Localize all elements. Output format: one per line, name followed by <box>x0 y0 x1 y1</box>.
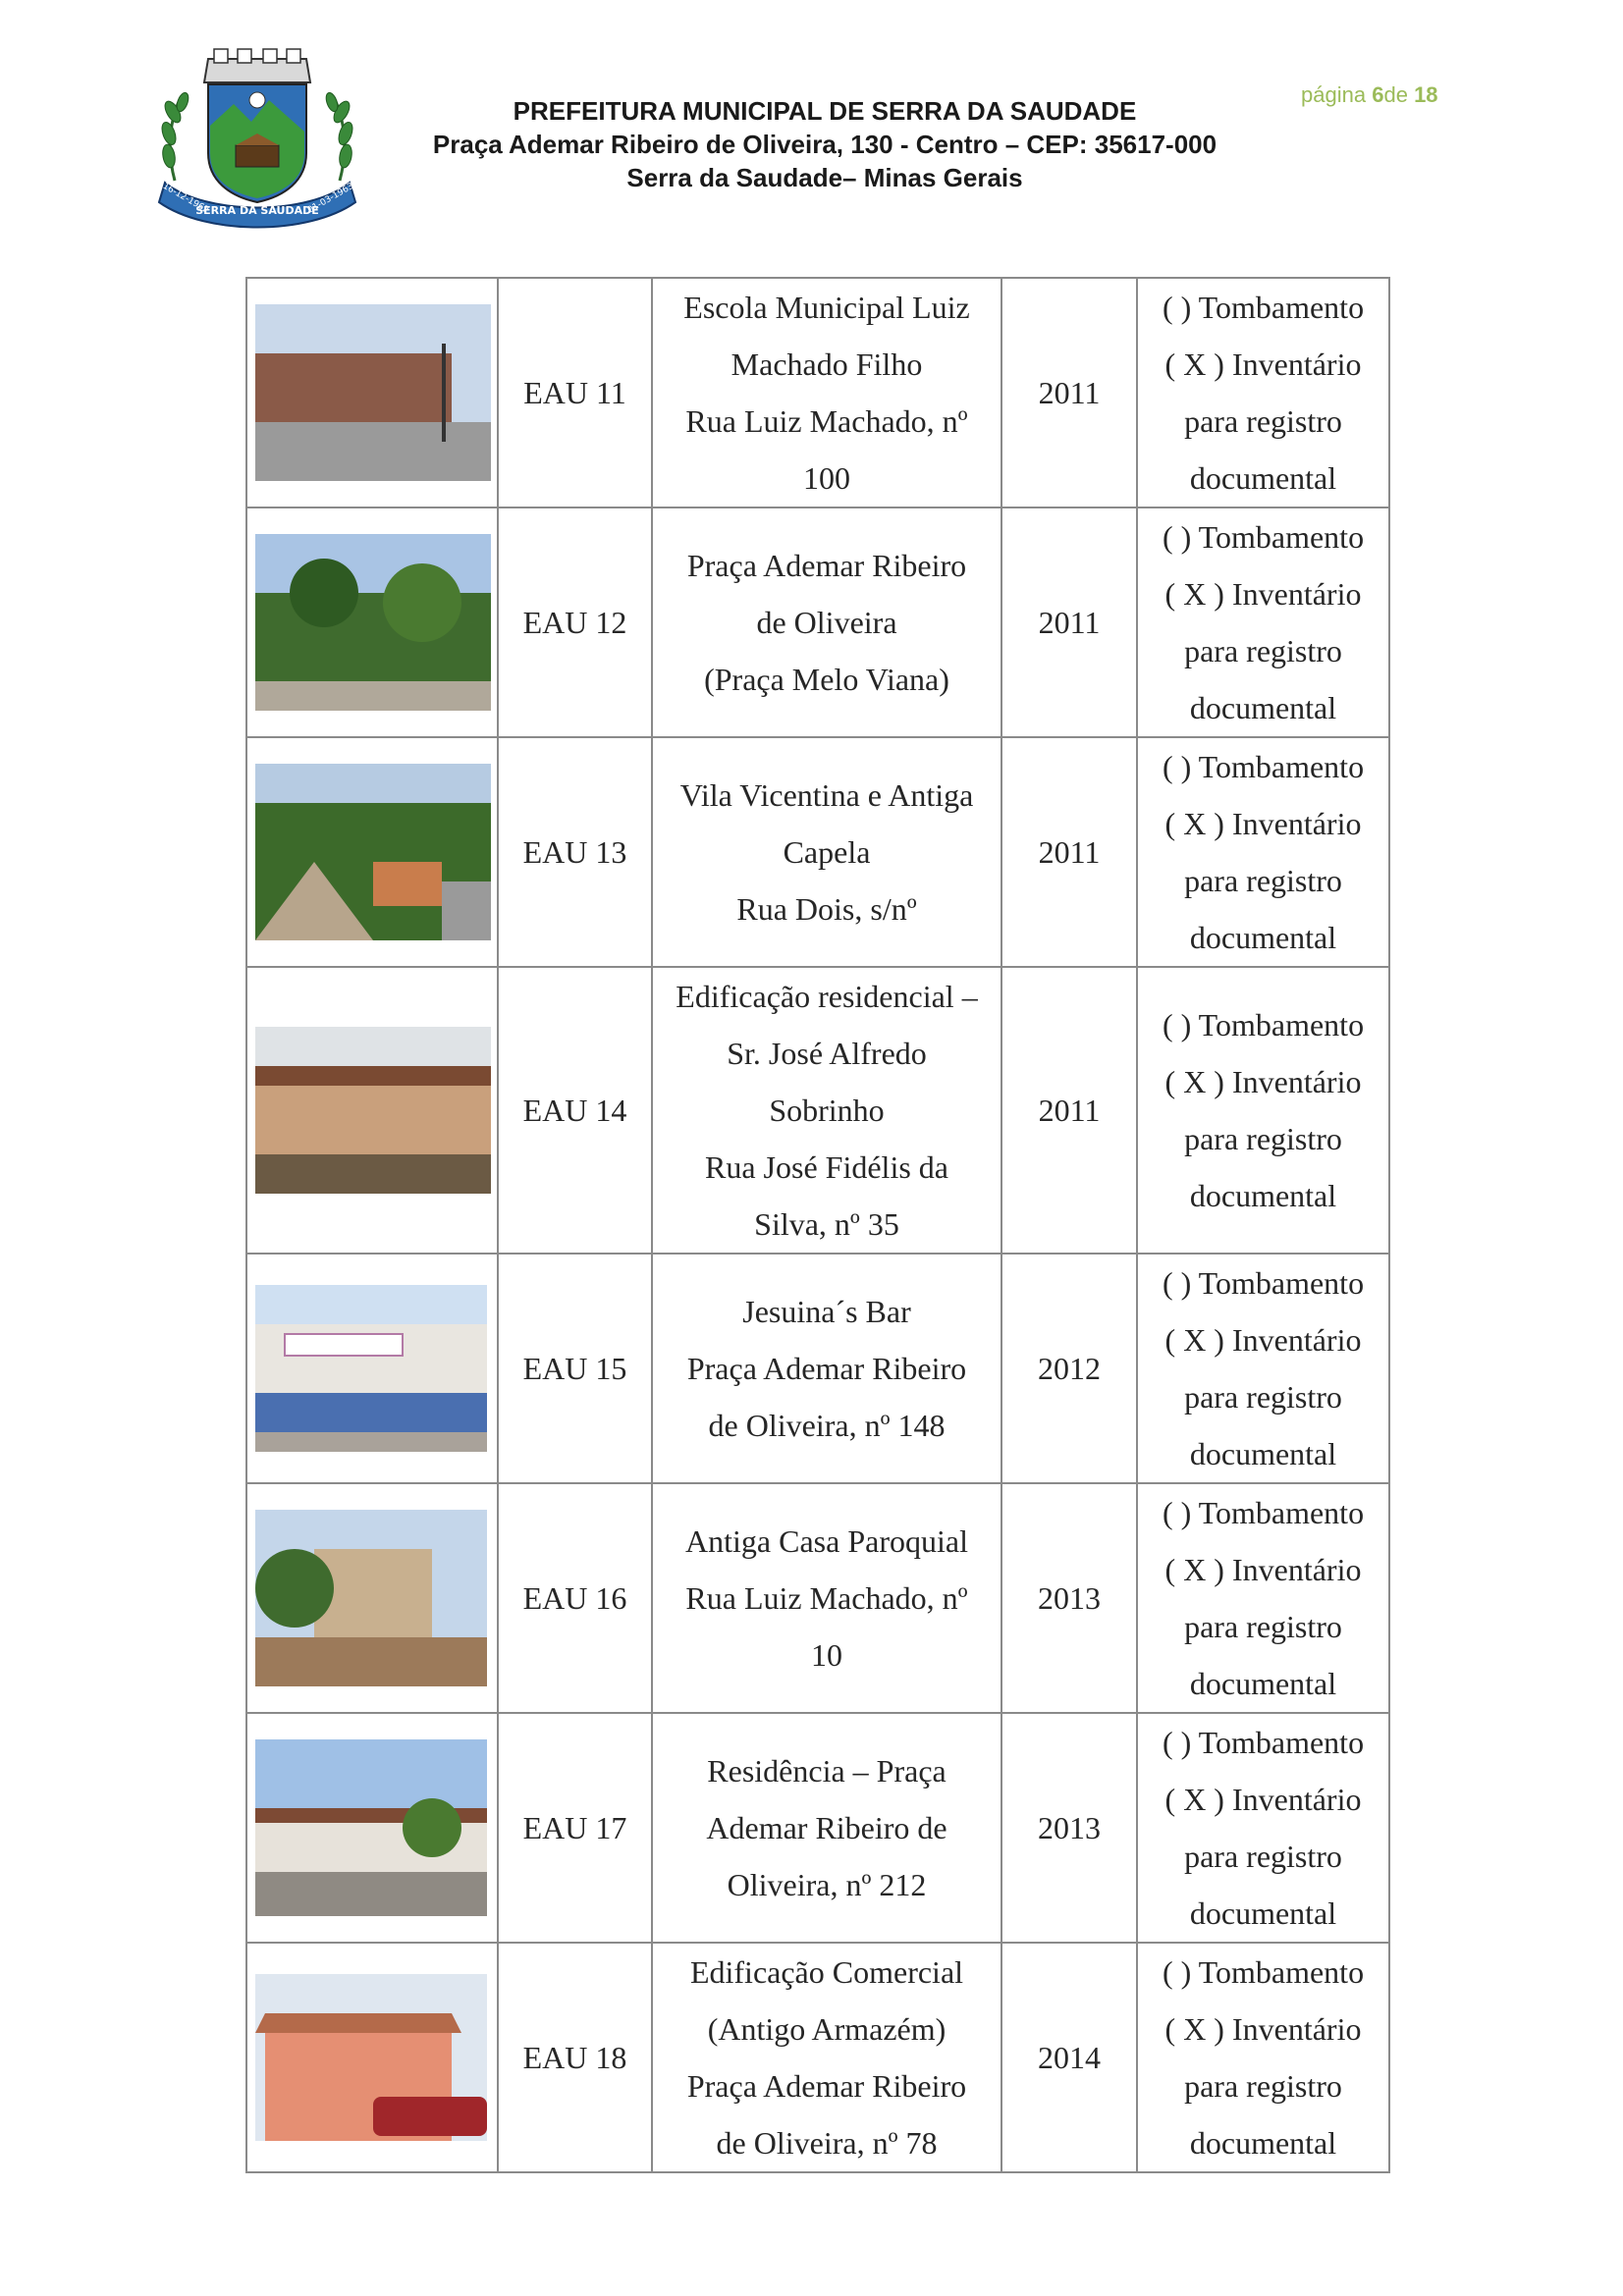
page-header <box>0 0 1623 245</box>
status-line: ( X ) Inventário <box>1164 576 1362 612</box>
desc-line: Sr. José Alfredo <box>727 1036 927 1071</box>
desc-line: Silva, nº 35 <box>754 1206 899 1242</box>
status-line: para registro <box>1184 1839 1342 1874</box>
desc-line: de Oliveira <box>756 605 897 640</box>
desc-line: Oliveira, nº 212 <box>727 1867 927 1902</box>
status-line: ( X ) Inventário <box>1164 1552 1362 1587</box>
photo-cell <box>246 1713 498 1943</box>
status-line: documental <box>1189 1896 1337 1931</box>
status-line: ( X ) Inventário <box>1164 2011 1362 2047</box>
year-cell: 2011 <box>1001 507 1137 737</box>
description-cell <box>652 1254 1001 1483</box>
desc-line: Ademar Ribeiro de <box>706 1810 947 1845</box>
photo-eau-16 <box>255 1510 487 1686</box>
status-line: documental <box>1189 1178 1337 1213</box>
photo-cell <box>246 737 498 967</box>
municipal-crest-logo <box>147 43 368 230</box>
table-row <box>246 1713 1389 1943</box>
status-line: para registro <box>1184 1379 1342 1415</box>
table-row <box>246 1943 1389 2172</box>
photo-eau-17 <box>255 1739 487 1916</box>
status-line: para registro <box>1184 403 1342 439</box>
crest-date-right: 01-03-1963 <box>305 181 356 216</box>
desc-line: Praça Ademar Ribeiro <box>686 548 967 583</box>
desc-line: Sobrinho <box>769 1093 885 1128</box>
status-line: ( ) Tombamento <box>1162 749 1365 784</box>
table-row <box>246 737 1389 967</box>
photo-cell <box>246 278 498 507</box>
desc-line: 100 <box>803 460 850 496</box>
status-line: ( ) Tombamento <box>1162 1265 1365 1301</box>
status-line: ( ) Tombamento <box>1162 1954 1365 1990</box>
description-cell <box>652 1483 1001 1713</box>
municipality-city-state: Serra da Saudade– Minas Gerais <box>626 163 1023 192</box>
desc-line: Capela <box>783 834 871 870</box>
photo-cell <box>246 1943 498 2172</box>
status-line: documental <box>1189 460 1337 496</box>
status-cell <box>1137 737 1389 967</box>
photo-eau-11 <box>255 304 491 481</box>
code-cell: EAU 12 <box>498 507 652 737</box>
status-line: documental <box>1189 690 1337 725</box>
desc-line: Edificação Comercial <box>689 1954 964 1990</box>
status-line: ( X ) Inventário <box>1164 1064 1362 1099</box>
description-cell <box>652 278 1001 507</box>
year-cell: 2011 <box>1001 967 1137 1254</box>
status-cell <box>1137 507 1389 737</box>
desc-line: (Antigo Armazém) <box>707 2011 947 2047</box>
status-line: para registro <box>1184 2068 1342 2104</box>
page-word: página <box>1301 82 1367 107</box>
photo-cell <box>246 967 498 1254</box>
status-cell <box>1137 1483 1389 1713</box>
desc-line: Machado Filho <box>730 347 923 382</box>
desc-line: Rua Luiz Machado, nº <box>685 403 968 439</box>
desc-line: de Oliveira, nº 78 <box>716 2125 938 2161</box>
status-cell <box>1137 278 1389 507</box>
status-line: para registro <box>1184 1609 1342 1644</box>
year-cell: 2011 <box>1001 278 1137 507</box>
description-cell <box>652 1943 1001 2172</box>
status-cell <box>1137 1943 1389 2172</box>
table-row <box>246 1254 1389 1483</box>
page-number <box>1301 82 1438 108</box>
code-cell: EAU 16 <box>498 1483 652 1713</box>
status-line: para registro <box>1184 1121 1342 1156</box>
table-row <box>246 967 1389 1254</box>
status-line: ( ) Tombamento <box>1162 519 1365 555</box>
heritage-inventory-table <box>245 277 1388 2161</box>
municipality-address: Praça Ademar Ribeiro de Oliveira, 130 - Centro – CEP: 35617-000 <box>432 130 1217 159</box>
photo-cell <box>246 507 498 737</box>
desc-line: Praça Ademar Ribeiro <box>686 2068 967 2104</box>
year-cell: 2013 <box>1001 1483 1137 1713</box>
desc-line: Escola Municipal Luiz <box>683 290 970 325</box>
status-cell <box>1137 967 1389 1254</box>
status-line: ( ) Tombamento <box>1162 1725 1365 1760</box>
status-line: documental <box>1189 1666 1337 1701</box>
status-line: documental <box>1189 920 1337 955</box>
photo-eau-12 <box>255 534 491 711</box>
desc-line: Jesuina´s Bar <box>742 1294 911 1329</box>
year-cell: 2011 <box>1001 737 1137 967</box>
status-line: documental <box>1189 1436 1337 1471</box>
code-cell: EAU 14 <box>498 967 652 1254</box>
description-cell <box>652 507 1001 737</box>
status-line: ( X ) Inventário <box>1164 347 1362 382</box>
header-text-block <box>353 94 1296 194</box>
status-cell <box>1137 1254 1389 1483</box>
code-cell: EAU 17 <box>498 1713 652 1943</box>
photo-eau-18 <box>255 1974 487 2141</box>
status-line: ( ) Tombamento <box>1162 290 1365 325</box>
table-row <box>246 507 1389 737</box>
status-line: documental <box>1189 2125 1337 2161</box>
desc-line: Antiga Casa Paroquial <box>685 1523 968 1559</box>
photo-cell <box>246 1483 498 1713</box>
page-current: 6 <box>1372 82 1384 107</box>
page-of-word: de <box>1383 82 1408 107</box>
table-row <box>246 1483 1389 1713</box>
code-cell: EAU 15 <box>498 1254 652 1483</box>
year-cell: 2014 <box>1001 1943 1137 2172</box>
description-cell <box>652 737 1001 967</box>
status-line: para registro <box>1184 633 1342 668</box>
status-line: ( X ) Inventário <box>1164 806 1362 841</box>
desc-line: (Praça Melo Viana) <box>704 662 949 697</box>
desc-line: de Oliveira, nº 148 <box>708 1408 946 1443</box>
status-line: ( X ) Inventário <box>1164 1782 1362 1817</box>
description-cell <box>652 1713 1001 1943</box>
desc-line: Rua Dois, s/nº <box>736 891 917 927</box>
photo-eau-14 <box>255 1027 491 1194</box>
year-cell: 2012 <box>1001 1254 1137 1483</box>
photo-eau-13 <box>255 764 491 940</box>
photo-eau-15 <box>255 1285 487 1452</box>
description-cell <box>652 967 1001 1254</box>
desc-line: Vila Vicentina e Antiga <box>679 777 974 813</box>
code-cell: EAU 11 <box>498 278 652 507</box>
code-cell: EAU 18 <box>498 1943 652 2172</box>
table-row <box>246 278 1389 507</box>
crest-banner-text: SERRA DA SAUDADE <box>195 204 319 217</box>
status-cell <box>1137 1713 1389 1943</box>
crest-date-left: 16-12-1962 <box>160 181 211 216</box>
year-cell: 2013 <box>1001 1713 1137 1943</box>
code-cell: EAU 13 <box>498 737 652 967</box>
status-line: ( ) Tombamento <box>1162 1495 1365 1530</box>
page-total: 18 <box>1414 82 1438 107</box>
desc-line: Residência – Praça <box>707 1753 947 1789</box>
desc-line: Edificação residencial – <box>676 979 978 1014</box>
desc-line: Rua José Fidélis da <box>705 1149 948 1185</box>
status-line: para registro <box>1184 863 1342 898</box>
municipality-title: PREFEITURA MUNICIPAL DE SERRA DA SAUDADE <box>513 96 1137 126</box>
desc-line: 10 <box>811 1637 842 1673</box>
photo-cell <box>246 1254 498 1483</box>
desc-line: Rua Luiz Machado, nº <box>685 1580 968 1616</box>
status-line: ( X ) Inventário <box>1164 1322 1362 1358</box>
desc-line: Praça Ademar Ribeiro <box>686 1351 967 1386</box>
status-line: ( ) Tombamento <box>1162 1007 1365 1042</box>
